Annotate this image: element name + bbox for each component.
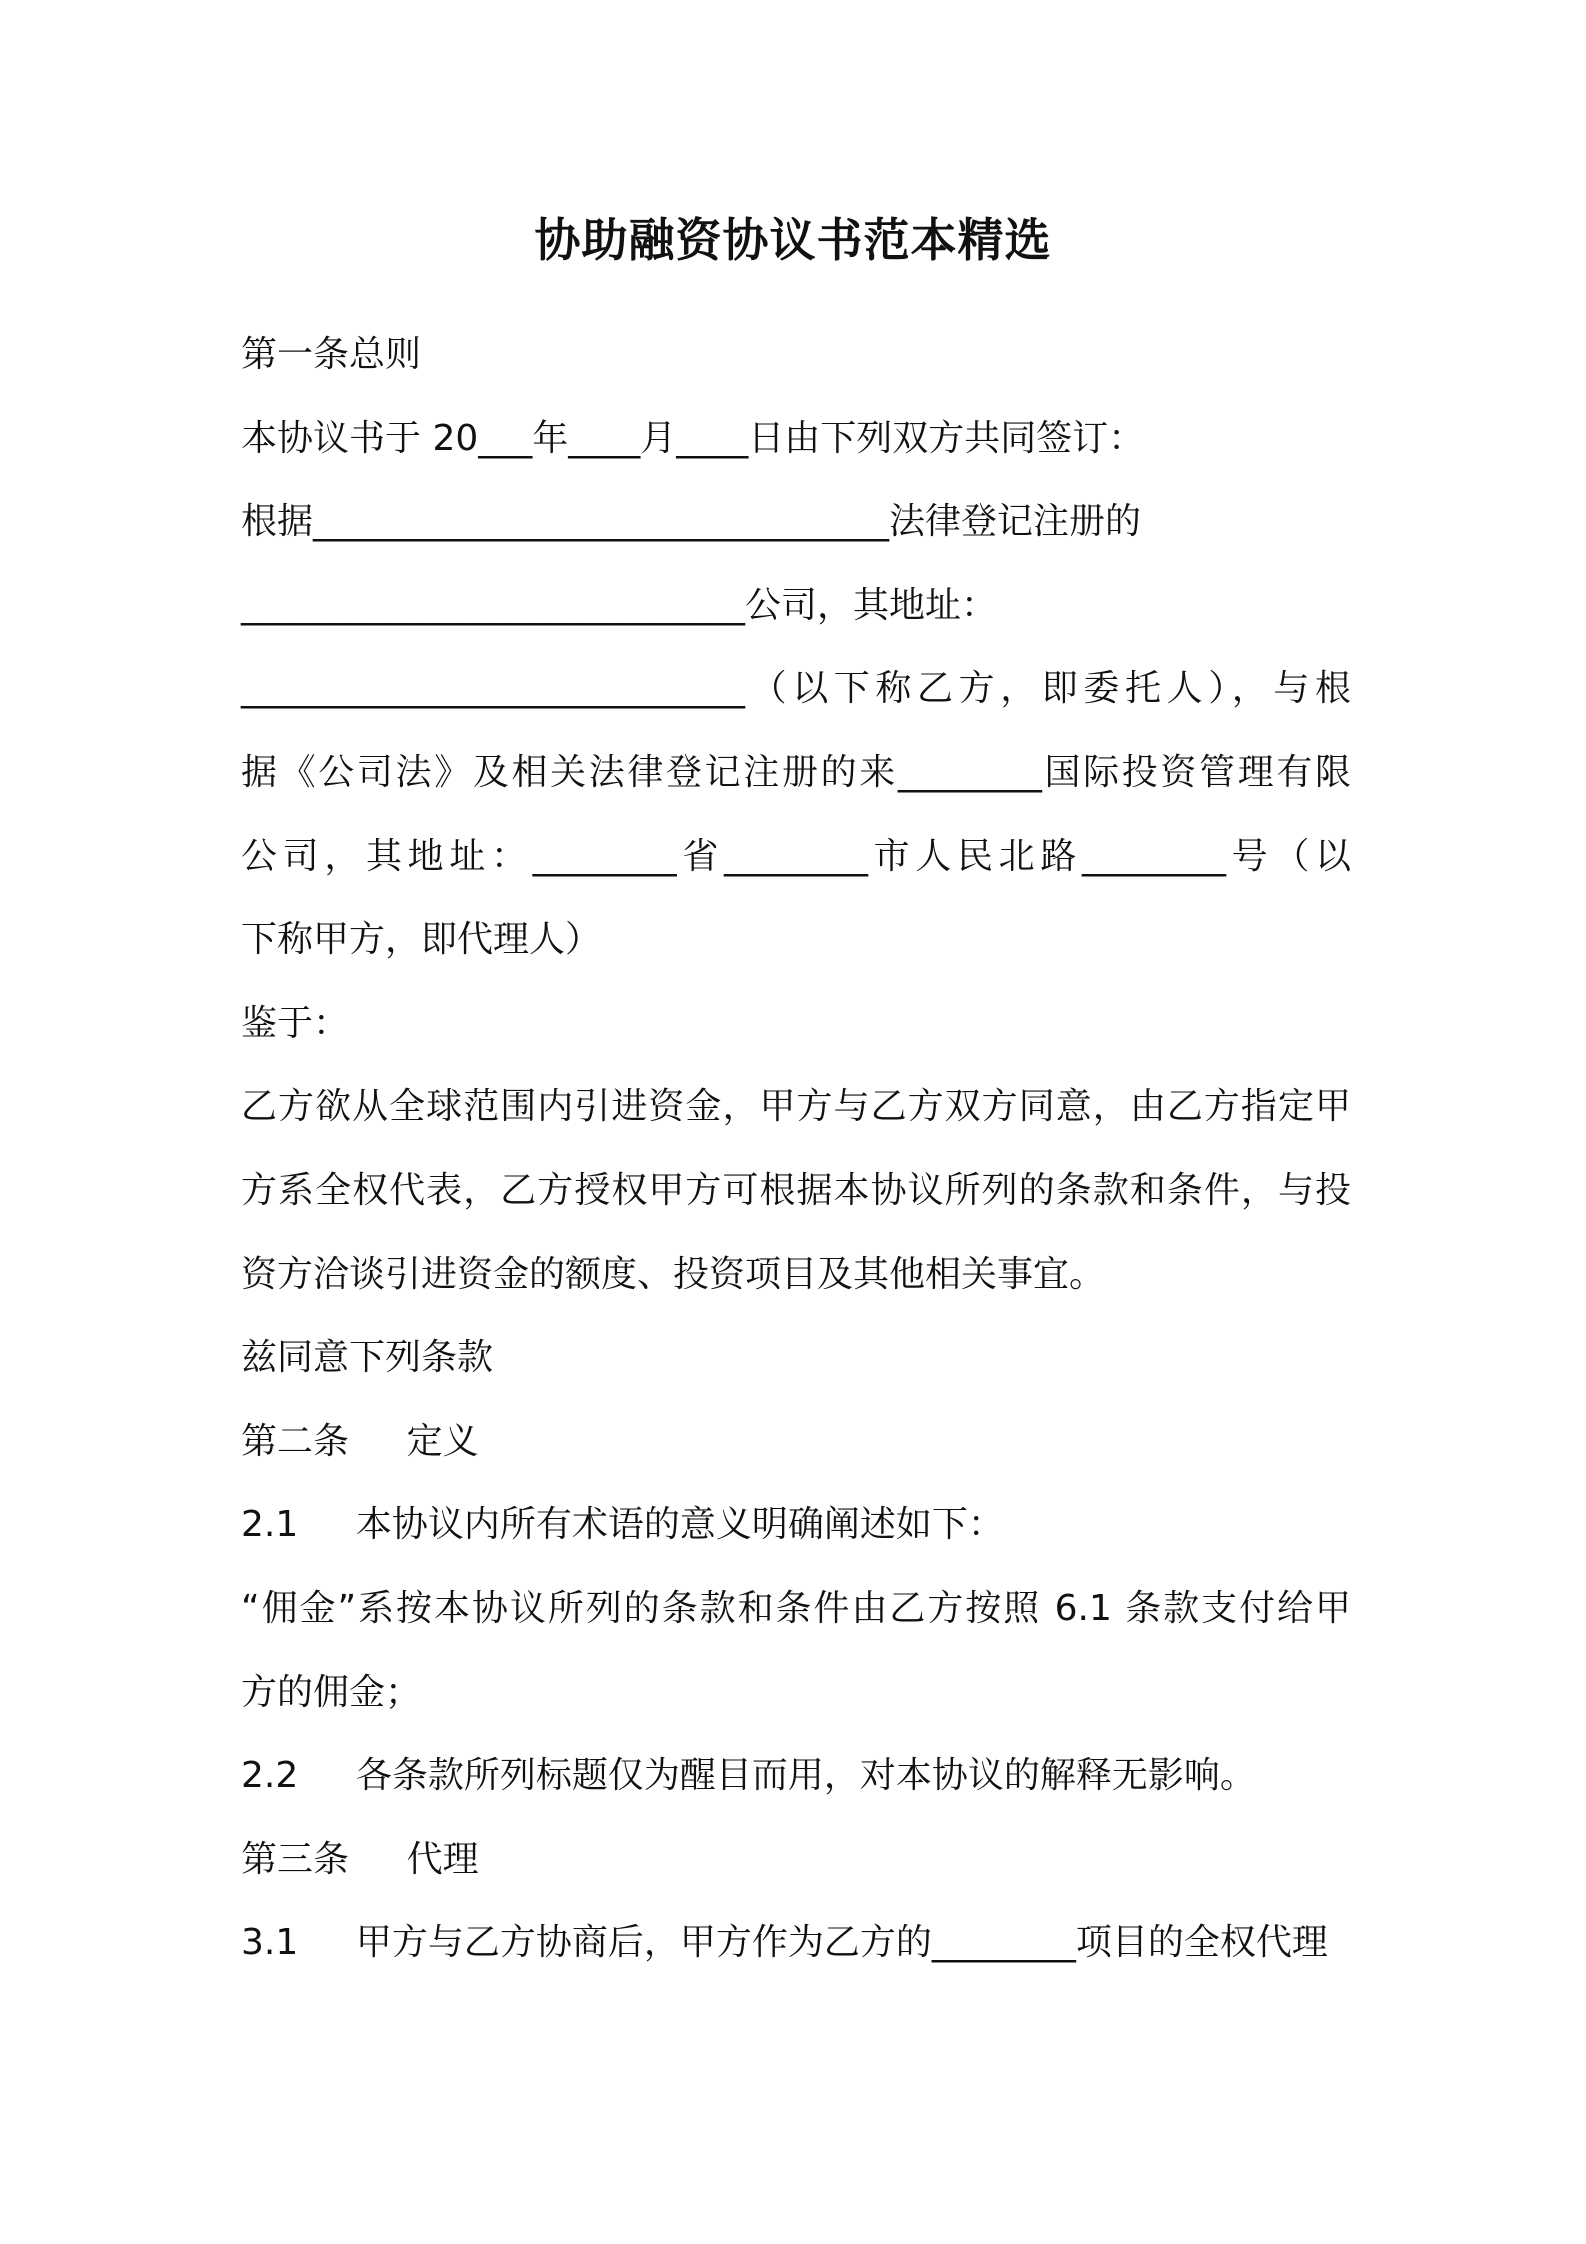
commission-definition-line-1: “佣金”系按本协议所列的条款和条件由乙方按照 6.1 条款支付给甲	[241, 1587, 1351, 1629]
clause-3-1-text: 甲方与乙方协商后，甲方作为乙方的________项目的全权代理	[355, 1922, 1328, 1964]
clause-2-1-number: 2.1	[241, 1504, 299, 1546]
whereas-heading: 鉴于：	[241, 1002, 350, 1044]
clause-2-2	[241, 1741, 1351, 1825]
clause-2-1-text: 本协议内所有术语的意义明确阐述如下：	[355, 1504, 1004, 1546]
article-2-title: 定义	[406, 1420, 479, 1462]
party-b-company-line: ____________________________公司，其地址：	[241, 584, 998, 626]
article-2-heading	[241, 1407, 1351, 1491]
signing-date-line: 本协议书于 20___年____月____日由下列双方共同签订：	[241, 417, 1145, 459]
article-3-number: 第三条	[241, 1838, 350, 1880]
article-3-title: 代理	[406, 1838, 479, 1880]
party-b-registration-line: 根据________________________________法律登记注册的	[241, 501, 1142, 543]
clause-2-2-number: 2.2	[241, 1755, 299, 1797]
party-a-registration-line: 据《公司法》及相关法律登记注册的来________国际投资管理有限	[241, 751, 1351, 793]
clause-3-1-number: 3.1	[241, 1922, 299, 1964]
commission-definition-line-2: 方的佣金；	[241, 1671, 422, 1713]
document-title: 协助融资协议书范本精选	[534, 213, 1052, 267]
party-a-role-line: 下称甲方，即代理人）	[241, 919, 602, 961]
document-body	[241, 320, 1351, 1992]
agreement-intro-line: 兹同意下列条款	[241, 1337, 494, 1379]
party-a-address-line: 公司，其地址：________省________市人民北路________号（以	[241, 835, 1351, 877]
clause-2-2-text: 各条款所列标题仅为醒目而用，对本协议的解释无影响。	[355, 1755, 1256, 1797]
party-b-address-line: ____________________________（以下称乙方，即委托人），与根	[241, 668, 1351, 710]
article-3-heading	[241, 1825, 1351, 1909]
article-2-number: 第二条	[241, 1420, 350, 1462]
clause-2-1	[241, 1490, 1351, 1574]
article-1-heading: 第一条总则	[241, 334, 422, 375]
clause-3-1	[241, 1908, 1351, 1992]
whereas-paragraph-line-1: 乙方欲从全球范围内引进资金，甲方与乙方双方同意，由乙方指定甲	[241, 1086, 1351, 1128]
whereas-paragraph-line-3: 资方洽谈引进资金的额度、投资项目及其他相关事宜。	[241, 1253, 1106, 1295]
whereas-paragraph-line-2: 方系全权代表，乙方授权甲方可根据本协议所列的条款和条件，与投	[241, 1169, 1351, 1211]
